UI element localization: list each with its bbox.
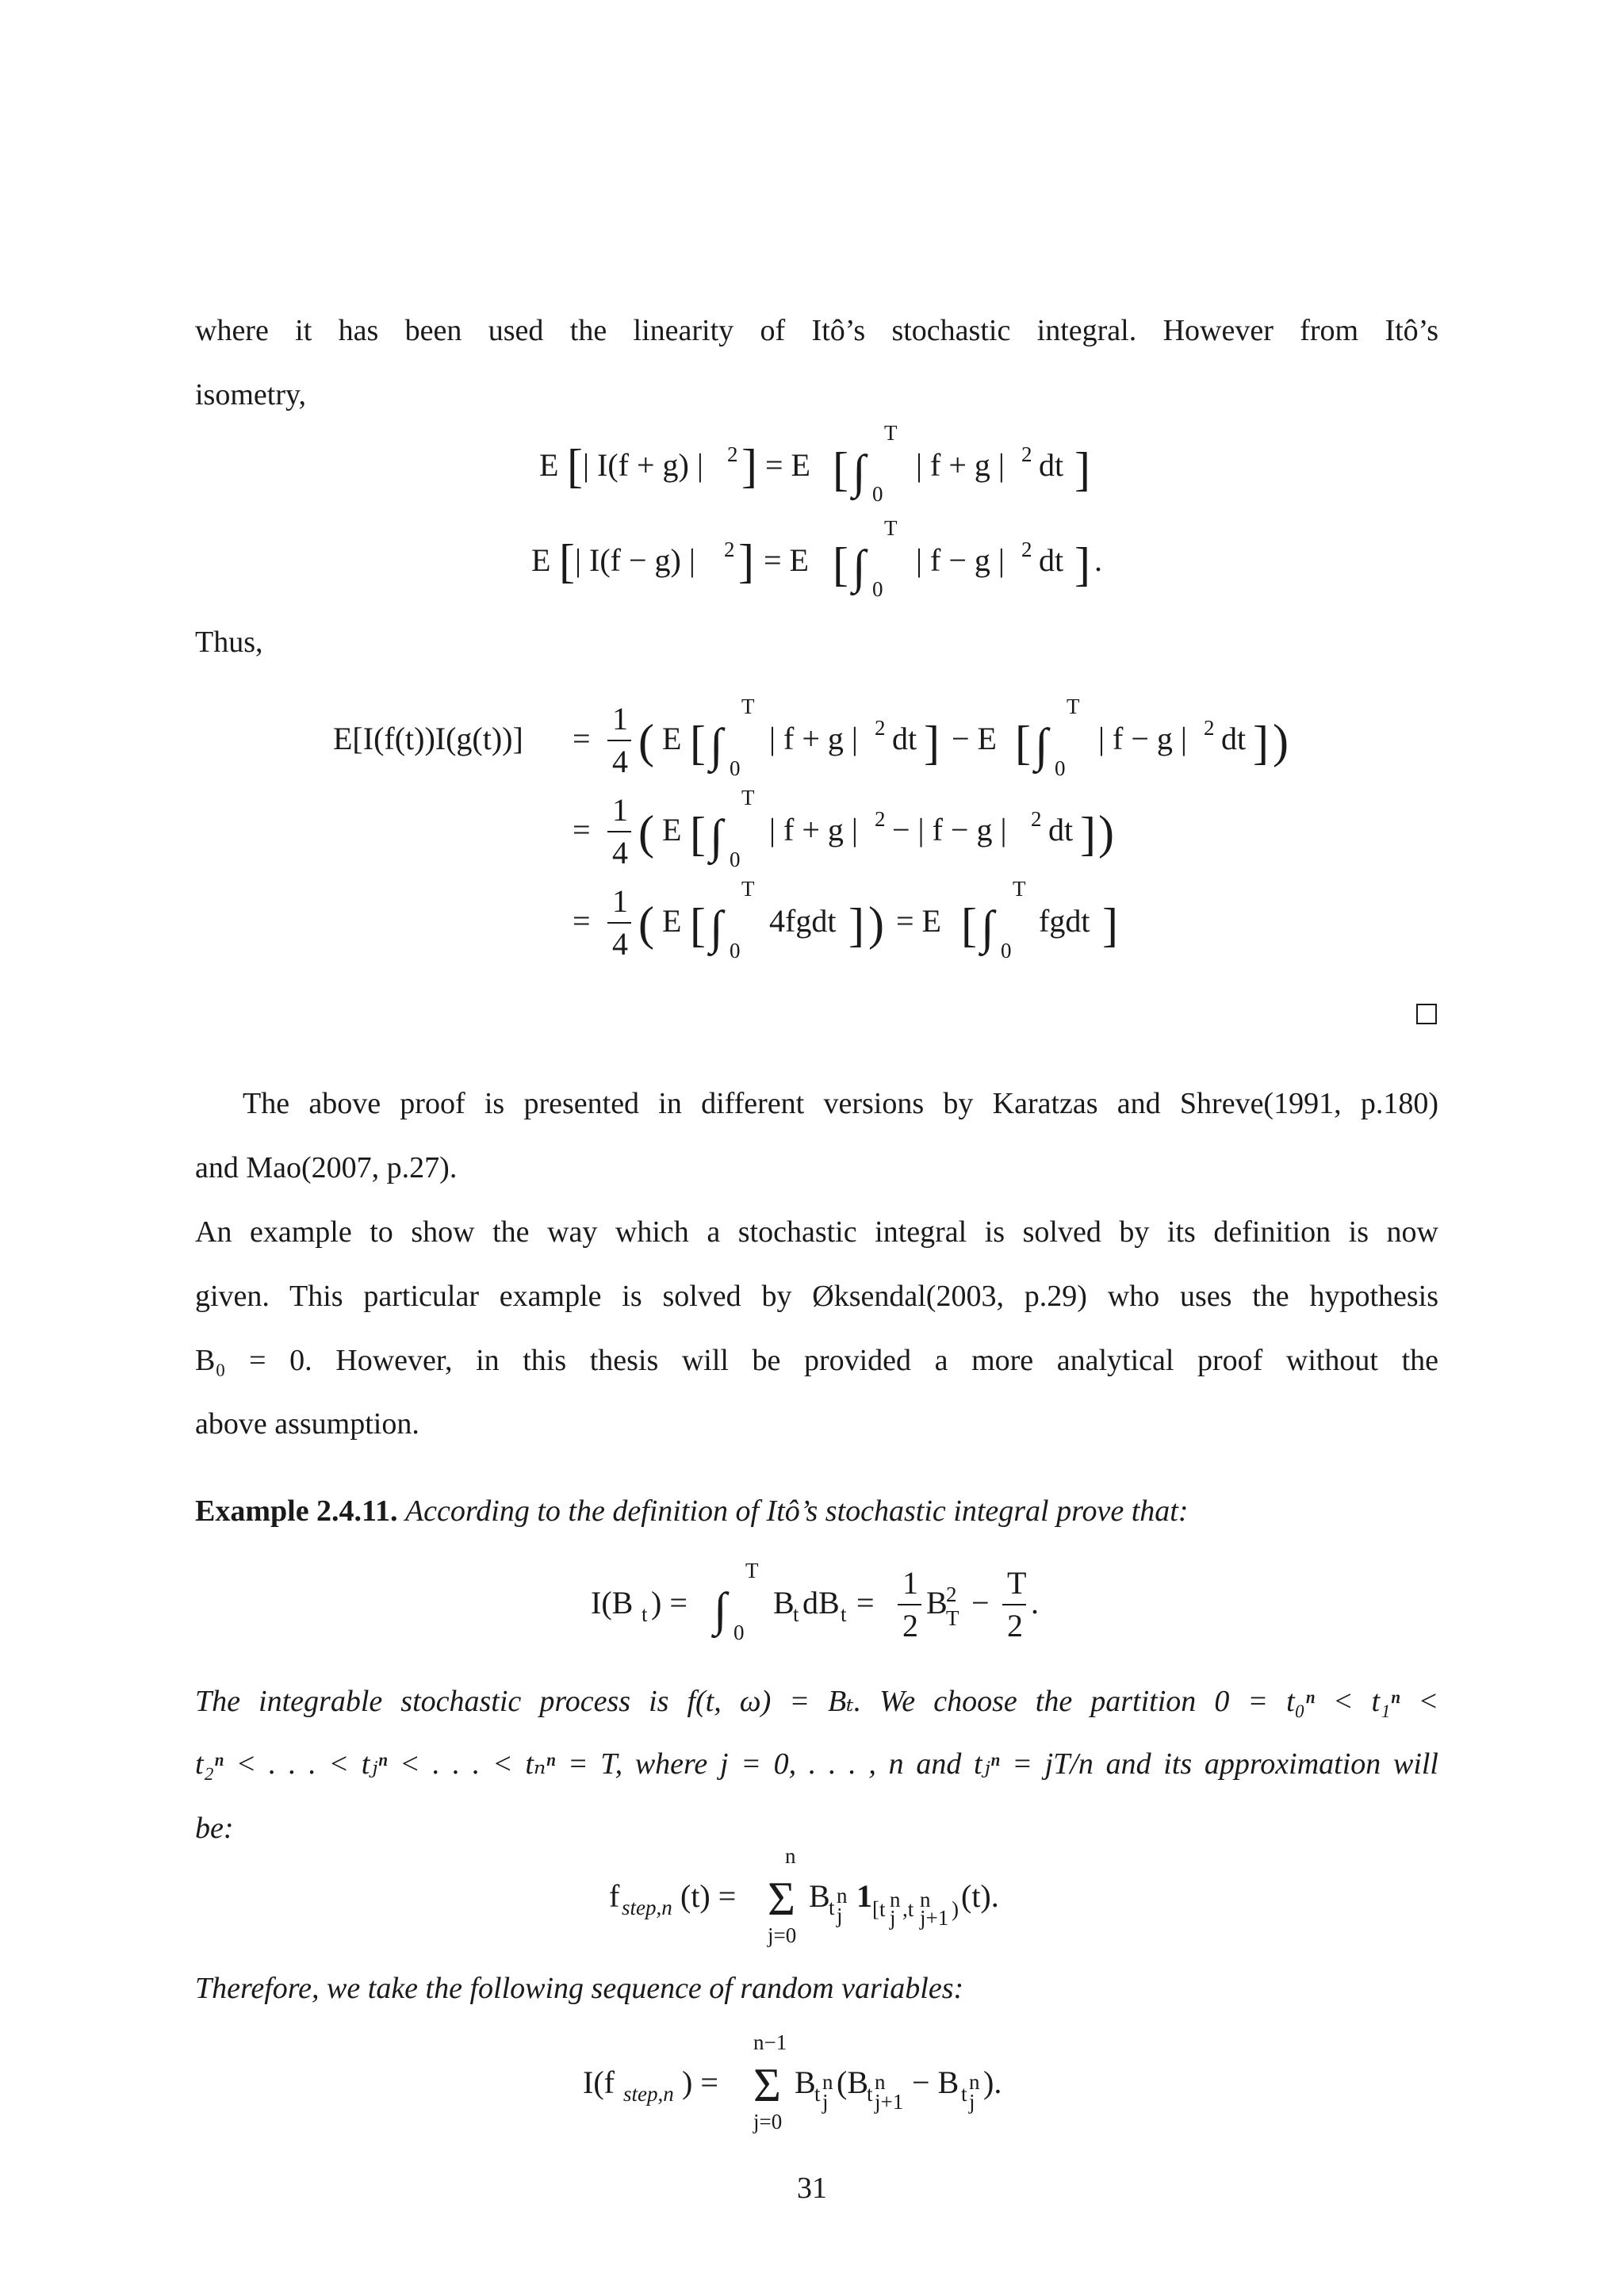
svg-text:4fgdt: 4fgdt [769,903,837,939]
svg-text:2: 2 [1007,1608,1023,1644]
svg-text:= E: = E [764,542,809,578]
svg-text:): ) [868,897,884,950]
svg-text:fgdt: fgdt [1039,903,1090,939]
svg-text:n: n [837,1884,848,1908]
svg-text:T: T [1007,1565,1027,1601]
svg-text:(t) =: (t) = [680,1878,737,1914]
svg-text:T: T [741,877,755,901]
svg-text:dt: dt [1039,447,1064,483]
svg-text:f: f [609,1878,620,1914]
svg-text:T: T [884,516,898,540]
svg-text:T: T [1013,877,1026,901]
page-number: 31 [797,2172,827,2205]
svg-text:2: 2 [875,807,886,831]
svg-text:j: j [822,2090,829,2114]
svg-text:T: T [1067,695,1080,718]
svg-text:j=0: j=0 [768,1923,797,1947]
svg-text:]: ] [848,899,864,951]
svg-text:0: 0 [730,939,741,962]
svg-text:=: = [573,812,591,848]
svg-text:I(B: I(B [591,1585,634,1621]
svg-text:2: 2 [1031,807,1042,831]
svg-text:| f + g |: | f + g | [769,721,858,756]
svg-text:0: 0 [1055,756,1066,780]
svg-text:t: t [814,2082,821,2106]
svg-text:]: ] [738,535,754,587]
svg-text:[: [ [833,538,848,591]
paragraph-line: above assumption. [195,1407,419,1441]
svg-text:[: [ [1015,717,1031,769]
svg-text:j: j [890,1906,896,1930]
svg-text:j: j [837,1904,843,1927]
svg-text:∫: ∫ [852,541,866,593]
svg-text:= E: = E [896,903,941,939]
svg-text:(: ( [638,715,654,767]
svg-text:∫: ∫ [714,1583,727,1636]
thus-equation-1 [333,695,1289,780]
svg-text:(: ( [638,806,654,859]
svg-text:T: T [741,695,755,718]
svg-text:∫: ∫ [852,446,866,498]
svg-text:4: 4 [612,926,628,962]
svg-text:): ) [1098,806,1114,859]
thus-equation-3 [573,877,1118,962]
svg-text:j: j [969,2090,975,2114]
svg-text:[: [ [559,535,575,587]
svg-text:step,n: step,n [622,1896,672,1919]
svg-text:| f − g |: | f − g | [916,542,1005,578]
svg-text:dt: dt [1039,542,1064,578]
svg-text:j+1: j+1 [920,1906,949,1930]
paragraph-line: be: [195,1812,234,1845]
svg-text:=: = [856,1585,875,1621]
example-heading [195,1495,1438,1527]
svg-text:t: t [961,2082,967,2106]
svg-text:E: E [539,447,559,483]
paragraph-line: Therefore, we take the following sequence of random variables: [195,1972,964,2005]
svg-text:dt: dt [892,721,917,756]
svg-text:1: 1 [612,792,628,828]
svg-text:dt: dt [1048,812,1074,848]
svg-text:B: B [809,1878,830,1914]
svg-text:T: T [884,421,898,445]
svg-text:| f − g |: | f − g | [1098,721,1187,756]
svg-text:step,n: step,n [623,2082,674,2106]
example-label: Example 2.4.11. [195,1494,398,1528]
paragraph-line: B₀ = 0. However, in this thesis will be provided a more analytical proof without the [195,1344,1438,1377]
svg-text:1: 1 [902,1565,918,1601]
example-statement: According to the definition of Itô’s stochastic integral prove that: [404,1494,1189,1528]
svg-text:1: 1 [612,883,628,919]
svg-text:E: E [531,542,551,578]
svg-text:4: 4 [612,744,628,779]
svg-text:) =: ) = [651,1585,688,1621]
svg-text:[: [ [690,717,706,769]
svg-text:| I(f − g) |: | I(f − g) | [575,542,695,578]
svg-text:B: B [926,1585,948,1621]
isometry-equation-1 [539,421,1090,506]
svg-text:| I(f + g) |: | I(f + g) | [583,447,703,483]
svg-text:2: 2 [875,716,886,740]
svg-text:t: t [642,1602,648,1626]
svg-text:| f + g |: | f + g | [769,812,858,848]
isometry-equation-2 [531,516,1102,601]
svg-text:n: n [822,2070,833,2094]
svg-text:.: . [1031,1585,1039,1621]
svg-text:T: T [741,786,755,809]
svg-text:t: t [841,1602,847,1626]
svg-text:B: B [795,2064,816,2100]
paragraph-line: and Mao(2007, p.27). [195,1151,458,1184]
svg-text:B: B [773,1585,795,1621]
svg-text:=: = [573,903,591,939]
svg-text:− B: − B [912,2064,959,2100]
svg-text:∫: ∫ [710,901,723,954]
svg-text:n: n [920,1888,931,1911]
svg-text:): ) [1273,715,1289,767]
thus-equations [0,682,1624,975]
svg-text:[: [ [833,443,848,496]
svg-text:j=0: j=0 [753,2110,783,2133]
svg-text:∫: ∫ [710,719,723,771]
paragraph-line: An example to show the way which a stochastic integral is solved by its definition is now [195,1215,1438,1249]
svg-text:]: ] [1102,899,1118,951]
svg-text:]: ] [741,440,757,492]
svg-text:0: 0 [733,1621,745,1644]
svg-text:∫: ∫ [981,901,994,954]
thus-equation-2 [573,786,1114,871]
svg-text:t: t [867,2082,873,2106]
svg-text:−: − [971,1585,990,1621]
paragraph-line: The integrable stochastic process is f(t, ω) = Bₜ. We choose the partition 0 = t₀ⁿ < t₁ⁿ < [195,1685,1438,1718]
svg-text:2: 2 [724,538,735,561]
svg-text:= E: = E [765,447,810,483]
svg-text:0: 0 [872,577,883,601]
paragraph-line: Thus, [195,626,263,659]
svg-text:2: 2 [1021,538,1032,561]
svg-text:n: n [969,2070,980,2094]
svg-text:n: n [785,1844,796,1868]
svg-text:Σ: Σ [768,1873,795,1925]
isometry-equations [0,412,1624,650]
svg-text:) =: ) = [682,2064,718,2100]
svg-text:t: t [793,1602,799,1626]
svg-text:[: [ [567,440,583,492]
svg-text:E: E [662,721,682,756]
fstep-equation [0,1839,1624,1958]
svg-text:2: 2 [727,442,738,466]
svg-text:(: ( [638,897,654,950]
svg-text:0: 0 [730,848,741,871]
svg-text:E[I(f(t))I(g(t))]: E[I(f(t))I(g(t))] [333,721,523,756]
svg-text:n−1: n−1 [753,2030,787,2054]
svg-text:(B: (B [837,2064,868,2100]
qed-box-icon [1416,1004,1437,1024]
svg-text:n: n [890,1888,901,1911]
svg-text:]: ] [924,717,940,769]
svg-text:E: E [662,812,682,848]
svg-text:| f + g |: | f + g | [916,447,1005,483]
svg-text:2: 2 [902,1608,918,1644]
svg-text:2: 2 [946,1582,957,1606]
paragraph-line: where it has been used the linearity of Itô’s stochastic integral. However from Itô’s [195,314,1438,347]
svg-text:=: = [573,721,591,756]
svg-text:]: ] [1253,717,1269,769]
svg-text:]: ] [1074,443,1090,496]
svg-text:).: ). [983,2064,1002,2100]
paragraph-line: The above proof is presented in different versions by Karatzas and Shreve(1991, p.180) [243,1087,1438,1120]
svg-text:[: [ [690,899,706,951]
svg-text:1: 1 [856,1878,872,1914]
svg-text:[t: [t [872,1897,886,1921]
svg-text:T: T [745,1559,759,1582]
svg-text:.: . [1094,542,1102,578]
svg-text:4: 4 [612,835,628,871]
svg-text:2: 2 [1204,716,1215,740]
svg-text:]: ] [1080,808,1096,860]
svg-text:T: T [946,1606,959,1630]
paragraph-line: isometry, [195,378,307,411]
ifstep-equation [0,2026,1624,2145]
svg-text:[: [ [961,899,977,951]
svg-text:): ) [952,1897,959,1921]
example-equation [0,1546,1624,1665]
svg-text:E: E [662,903,682,939]
svg-text:t: t [829,1896,835,1919]
svg-text:0: 0 [872,482,883,506]
svg-text:0: 0 [1001,939,1012,962]
svg-text:0: 0 [730,756,741,780]
paragraph-line: t₂ⁿ < . . . < tⱼⁿ < . . . < tₙⁿ = T, where j = 0, . . . , n and tⱼⁿ = jT/n and its approximation will [195,1747,1438,1781]
svg-text:− | f − g |: − | f − g | [892,812,1007,848]
svg-text:]: ] [1074,538,1090,591]
paragraph-line: given. This particular example is solved by Øksendal(2003, p.29) who uses the hypothesis [195,1280,1438,1313]
svg-text:dt: dt [1221,721,1247,756]
svg-text:− E: − E [952,721,997,756]
svg-text:[: [ [690,808,706,860]
svg-text:∫: ∫ [1035,719,1048,771]
svg-text:2: 2 [1021,442,1032,466]
svg-text:n: n [875,2070,886,2094]
svg-text:,t: ,t [902,1897,914,1921]
svg-text:1: 1 [612,701,628,737]
svg-text:Σ: Σ [753,2059,781,2111]
svg-text:I(f: I(f [583,2064,615,2100]
svg-text:dB: dB [802,1585,840,1621]
svg-text:∫: ∫ [710,810,723,863]
svg-text:j+1: j+1 [875,2090,904,2114]
svg-text:(t).: (t). [961,1878,999,1914]
